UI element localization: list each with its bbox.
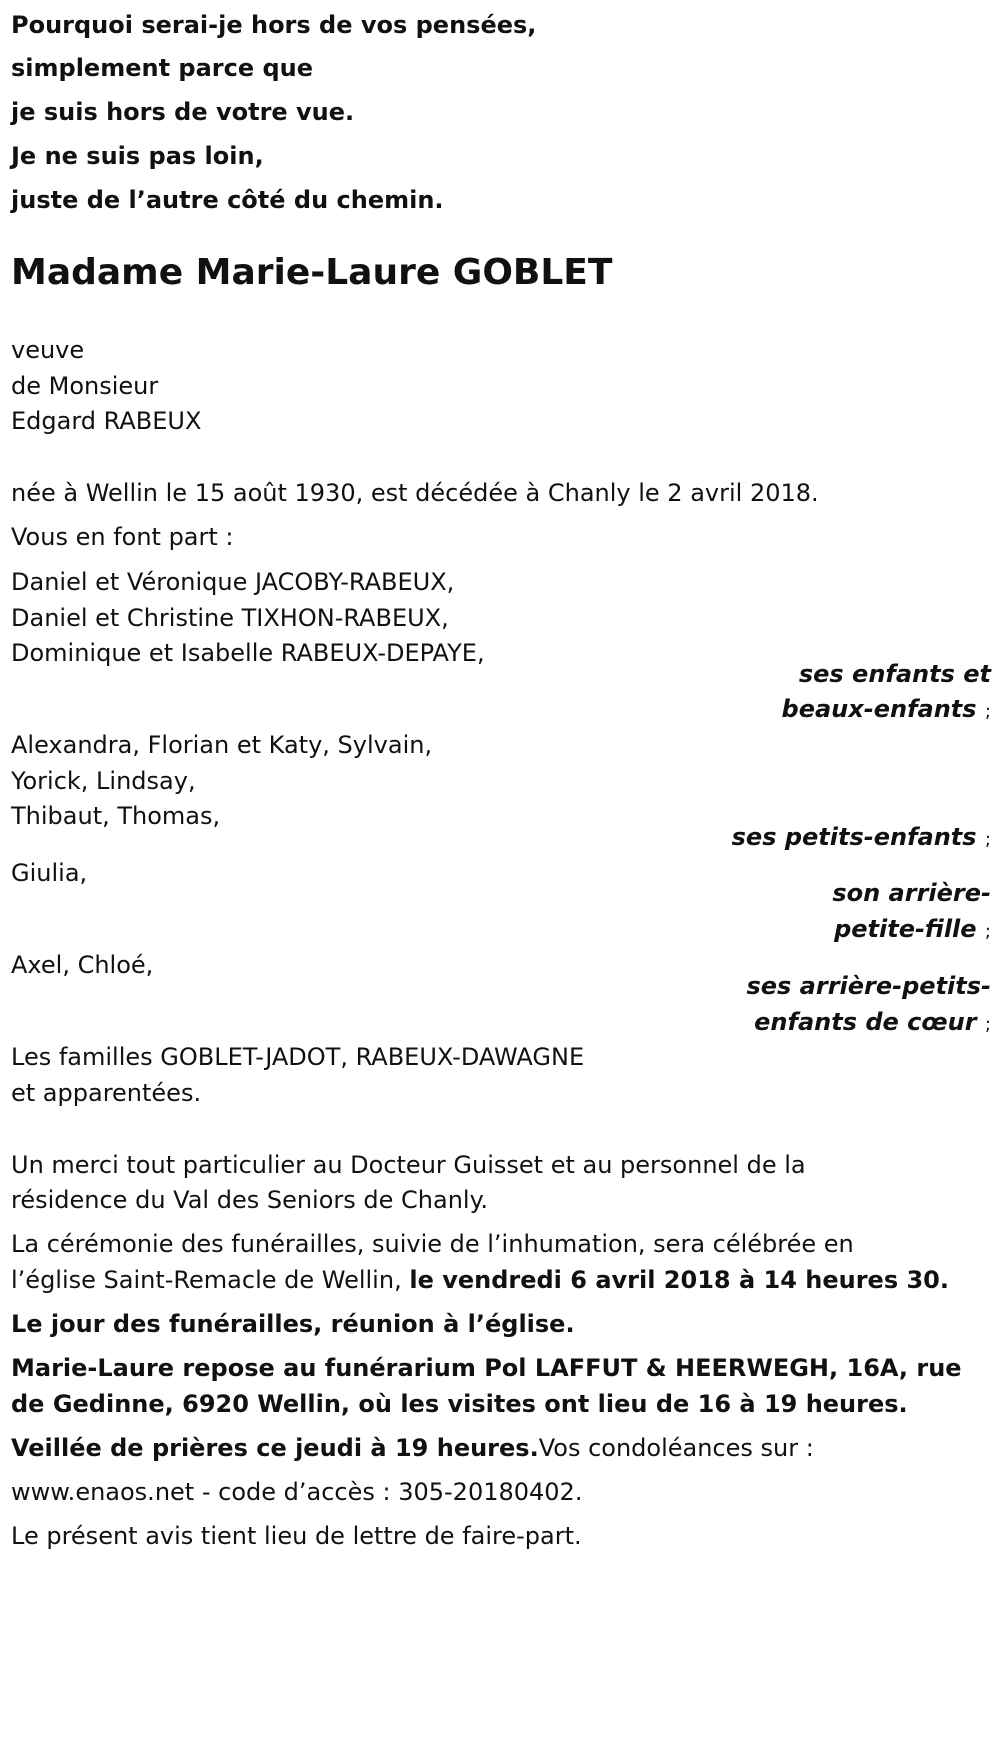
great-granddaughter-name: Giulia, — [11, 859, 88, 887]
funeral-home-line-1: Marie-Laure repose au funérarium Pol LAFFUT & HEERWEGH, 16A, rue — [11, 1354, 962, 1382]
vigil-line — [11, 1433, 814, 1463]
spouse-line-2: de Monsieur — [11, 372, 159, 400]
child-line-1: Daniel et Véronique JACOBY-RABEUX, — [11, 568, 455, 596]
poem-line-1: Pourquoi serai-je hors de vos pensées, — [11, 11, 537, 39]
poem-line-3: je suis hors de votre vue. — [11, 98, 355, 126]
ceremony-line-2 — [11, 1265, 949, 1295]
poem-line-5: juste de l’autre côté du chemin. — [11, 186, 444, 214]
birth-death-info: née à Wellin le 15 août 1930, est décédée à Chanly le 2 avril 2018. — [11, 479, 819, 507]
great-grandchildren-heart-role-line-1: ses arrière-petits- — [746, 972, 991, 1000]
grandchild-line-1: Alexandra, Florian et Katy, Sylvain, — [11, 731, 433, 759]
children-role-line-2: beaux-enfants ; — [781, 695, 991, 723]
announcement: Vous en font part : — [11, 523, 234, 551]
ceremony-datetime: le vendredi 6 avril 2018 à 14 heures 30. — [409, 1266, 949, 1294]
families-line-1: Les familles GOBLET-JADOT, RABEUX-DAWAGNE — [11, 1043, 585, 1071]
condolences-website[interactable]: www.enaos.net - code d’accès : 305-20180402. — [11, 1478, 583, 1506]
ceremony-location: l’église Saint-Remacle de Wellin, — [11, 1266, 402, 1294]
thanks-line-1: Un merci tout particulier au Docteur Guisset et au personnel de la — [11, 1151, 806, 1179]
ceremony-line-1: La cérémonie des funérailles, suivie de l’inhumation, sera célébrée en — [11, 1230, 854, 1258]
spouse-line-3: Edgard RABEUX — [11, 407, 202, 435]
deceased-name: Madame Marie-Laure GOBLET — [11, 252, 613, 293]
grandchildren-role: ses petits-enfants ; — [731, 823, 991, 851]
families-line-2: et apparentées. — [11, 1079, 202, 1107]
meeting-info: Le jour des funérailles, réunion à l’église. — [11, 1310, 575, 1338]
poem-line-2: simplement parce que — [11, 54, 314, 82]
great-grandchildren-heart-role-line-2: enfants de cœur ; — [754, 1008, 991, 1036]
child-line-2: Daniel et Christine TIXHON-RABEUX, — [11, 604, 449, 632]
vigil-info: Veillée de prières ce jeudi à 19 heures. — [11, 1434, 539, 1462]
great-granddaughter-role-line-1: son arrière- — [832, 879, 991, 907]
spouse-line-1: veuve — [11, 336, 85, 364]
thanks-line-2: résidence du Val des Seniors de Chanly. — [11, 1186, 488, 1214]
great-granddaughter-role-line-2: petite-fille ; — [834, 915, 991, 943]
closing-statement: Le présent avis tient lieu de lettre de faire-part. — [11, 1522, 582, 1550]
grandchild-line-3: Thibaut, Thomas, — [11, 802, 221, 830]
grandchild-line-2: Yorick, Lindsay, — [11, 767, 196, 795]
funeral-home-line-2: de Gedinne, 6920 Wellin, où les visites ont lieu de 16 à 19 heures. — [11, 1390, 908, 1418]
poem-line-4: Je ne suis pas loin, — [11, 142, 264, 170]
children-role-line-1: ses enfants et — [798, 660, 991, 688]
child-line-3: Dominique et Isabelle RABEUX-DEPAYE, — [11, 639, 485, 667]
condolences-label: Vos condoléances sur : — [538, 1434, 814, 1462]
great-grandchildren-heart-names: Axel, Chloé, — [11, 951, 154, 979]
